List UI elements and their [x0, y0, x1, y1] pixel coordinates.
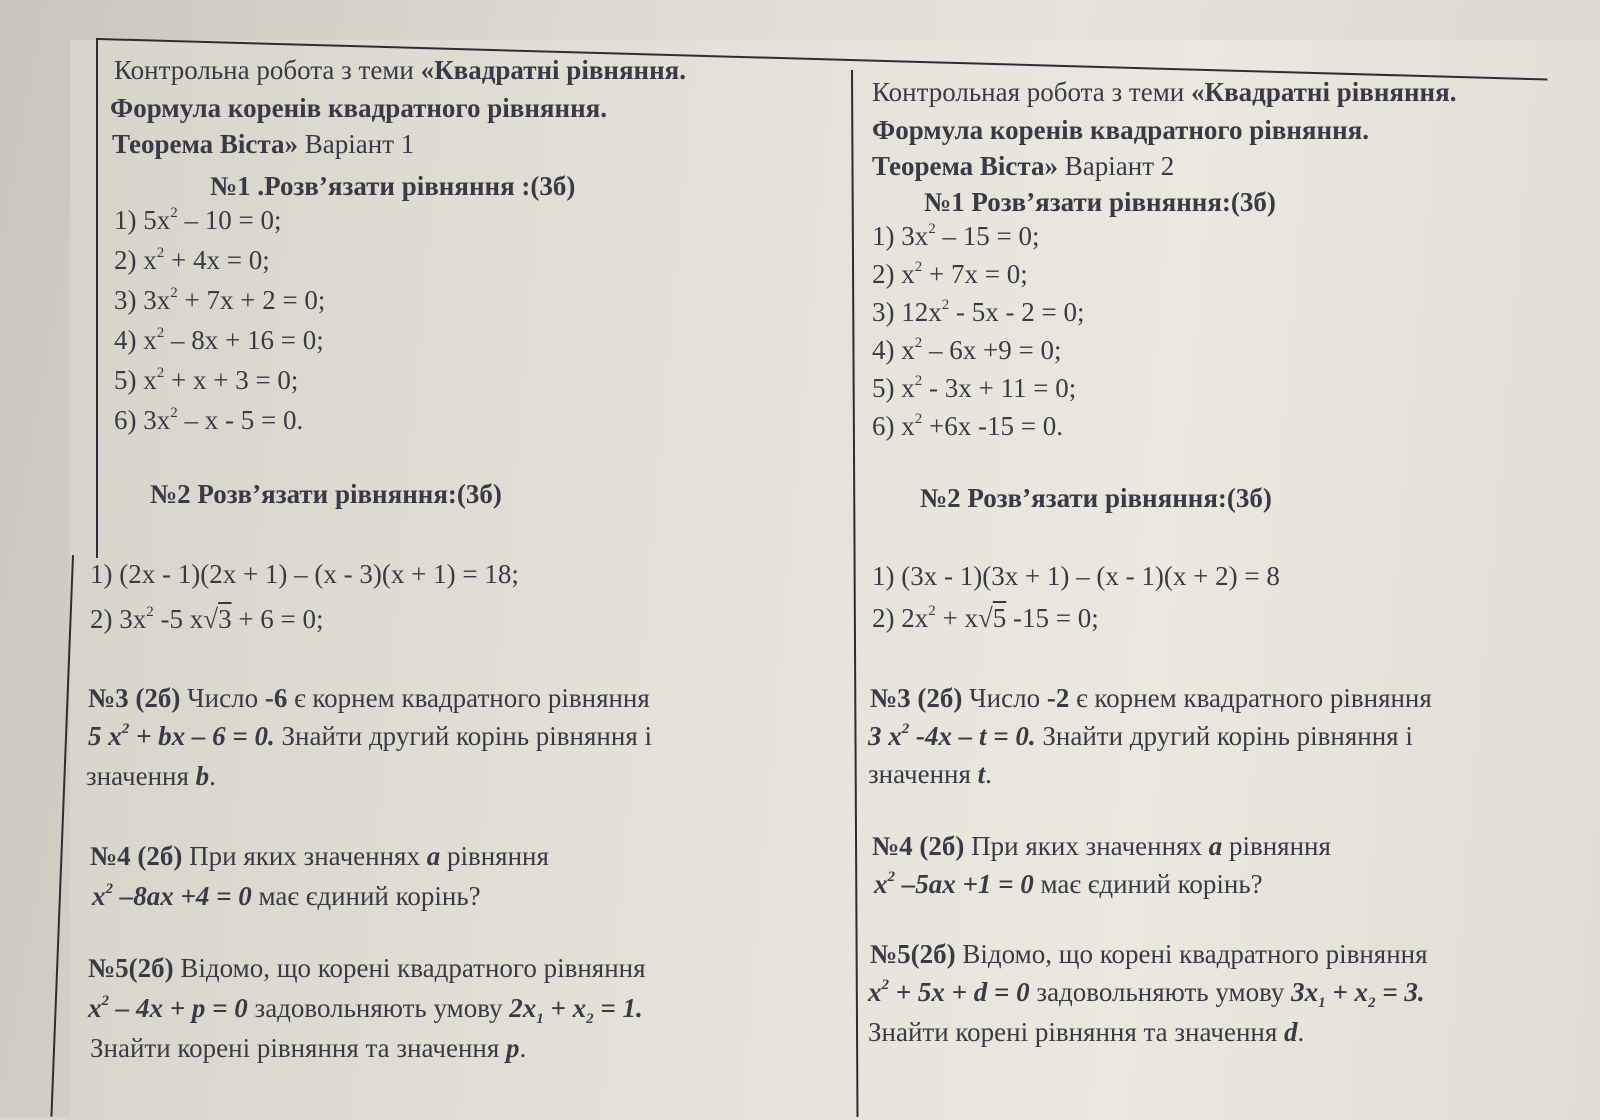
- item-number: 6): [872, 411, 895, 441]
- v1-task4-line-2: [92, 880, 481, 912]
- item-term: 3x: [143, 405, 171, 435]
- v2-task2-eq1: 1) (3x - 1)(3x + 1) – (x - 1)(x + 2) = 8: [872, 561, 1280, 591]
- item-term: 12x: [901, 297, 942, 327]
- item-number: 3): [114, 285, 137, 315]
- v1-title-text: Контрольна робота з теми: [114, 55, 421, 85]
- v1-variant-label: Варіант 1: [298, 129, 415, 159]
- item-number: 4): [872, 335, 895, 365]
- v1-task4-text3: має єдиний корінь?: [251, 881, 481, 911]
- v2-task5-cond-sub1: 1: [1318, 995, 1326, 1011]
- v2-theorem: Теорема Віста»: [872, 151, 1059, 181]
- v2-task4-line-1: [872, 830, 1331, 862]
- item-rest: + x + 3 = 0;: [164, 365, 299, 395]
- v2-task3-num: -2: [1046, 683, 1070, 713]
- item-rest: + 4x = 0;: [164, 245, 270, 275]
- item-exponent: 2: [156, 325, 165, 341]
- v2-task5-cond: 3x: [1291, 977, 1319, 1007]
- item-term: x: [901, 411, 915, 441]
- v1-task5-cond-sub2: 2: [586, 1011, 594, 1027]
- item-number: 6): [114, 405, 137, 435]
- v2-task5-eq-pre: x: [868, 977, 882, 1007]
- v1-task4-eq-pre: x: [92, 881, 106, 911]
- v2-task5-text2: задовольняють умову: [1029, 977, 1292, 1007]
- v2-task5-line-2: [868, 976, 1425, 1011]
- v1-task5-cond-mid: + x: [543, 993, 587, 1023]
- v2-title-line-3: [872, 150, 1174, 182]
- item-number: 4): [114, 325, 137, 355]
- v1-task3-text3: Знайти другий корінь рівняння і: [274, 721, 652, 751]
- v1-task4-eq-exp: 2: [105, 881, 113, 897]
- v1-task5-var: p: [506, 1033, 520, 1063]
- v2-task5-eq-post: + 5x + d = 0: [889, 977, 1030, 1007]
- item-exponent: 2: [914, 411, 923, 427]
- v1-task2-eq2-radicand: 3: [218, 604, 232, 634]
- item-exponent: 2: [156, 245, 165, 261]
- v1-task3-text1: Число: [180, 683, 265, 713]
- v2-task5-head: №5(2б): [870, 939, 956, 969]
- v1-task2-eq2: [90, 603, 324, 635]
- item-rest: +6x -15 = 0.: [922, 411, 1063, 441]
- item-term: x: [901, 259, 915, 289]
- v2-task3-text4: значення: [868, 759, 978, 789]
- v2-task4-head: №4 (2б): [872, 831, 965, 861]
- item-number: 3): [872, 297, 895, 327]
- v2-task2-header: №2 Розв’язати рівняння:(3б): [920, 483, 1272, 513]
- v1-task5-eq-exp: 2: [101, 993, 109, 1009]
- v1-task3-line-1: [88, 682, 650, 714]
- v1-task1-header: №1 .Розв’язати рівняння :(3б): [210, 171, 576, 201]
- v2-task5-cond-mid: + x: [1325, 977, 1369, 1007]
- item-number: 1): [872, 221, 895, 251]
- v1-task1-item: [114, 364, 298, 396]
- v2-task3-dot: .: [985, 759, 992, 789]
- item-term: x: [143, 365, 157, 395]
- v1-task4-line-1: [90, 840, 549, 872]
- v2-task3-head: №3 (2б): [870, 683, 963, 713]
- v1-task5-eq-post: – 4x + p = 0: [109, 993, 248, 1023]
- v2-task3-eq-exp: 2: [901, 721, 910, 737]
- v2-task2-eq2-mid: + x√: [935, 603, 993, 633]
- v1-task4-text1: При яких значеннях: [182, 841, 427, 871]
- v1-task2-eq2-mid: -5 x√: [153, 604, 219, 634]
- v1-task4-eq-post: –8ax +4 = 0: [113, 881, 252, 911]
- v2-task4-text2: рівняння: [1222, 831, 1331, 861]
- v1-task2-eq2-exp: 2: [146, 604, 154, 620]
- v2-title-bold: «Квадратні рівняння.: [1191, 77, 1457, 107]
- v1-task3-eq-exp: 2: [121, 721, 130, 737]
- v1-task2-eq1: 1) (2x - 1)(2x + 1) – (x - 3)(x + 1) = 18;: [90, 559, 519, 589]
- item-exponent: 2: [928, 221, 936, 237]
- v2-task5-cond-end: = 3.: [1375, 977, 1425, 1007]
- v1-task1-item: [114, 284, 325, 316]
- v2-task4-eq-post: –5ax +1 = 0: [895, 869, 1034, 899]
- v2-task5-line-3: [868, 1016, 1304, 1048]
- item-rest: + 7x + 2 = 0;: [177, 285, 326, 315]
- v2-task2-eq2: [872, 602, 1099, 634]
- v1-title-bold: «Квадратні рівняння.: [420, 55, 687, 85]
- v2-task5-dot: .: [1297, 1017, 1305, 1047]
- item-rest: - 3x + 11 = 0;: [922, 373, 1077, 403]
- v2-task1-item: [872, 372, 1076, 404]
- v2-task4-eq-pre: x: [874, 869, 888, 899]
- v2-task4-eq-exp: 2: [887, 869, 895, 885]
- v2-task1-item: [872, 296, 1084, 328]
- v2-task2-eq2-pre: 2) 2x: [872, 603, 929, 633]
- v2-task5-text1: Відомо, що корені квадратного рівняння: [955, 939, 1428, 969]
- item-exponent: 2: [914, 373, 923, 389]
- v1-task3-var: b: [195, 761, 210, 791]
- v1-task1-item: [114, 404, 303, 436]
- v2-task1-header: №1 Розв’язати рівняння:(3б): [924, 187, 1276, 217]
- v2-task3-line-2: [868, 720, 1413, 752]
- v1-task3-head: №3 (2б): [88, 683, 181, 713]
- item-rest: – x - 5 = 0.: [177, 405, 304, 435]
- item-exponent: 2: [941, 297, 950, 313]
- v1-task5-line-1: [88, 952, 646, 984]
- v2-task3-text2: є корнем квадратного рівняння: [1069, 683, 1432, 713]
- item-term: x: [901, 335, 915, 365]
- v2-task4-line-2: [874, 868, 1263, 900]
- item-term: x: [143, 325, 157, 355]
- v2-task4-text3: має єдиний корінь?: [1033, 869, 1263, 899]
- item-rest: – 10 = 0;: [177, 205, 282, 235]
- v1-task5-dot: .: [519, 1033, 527, 1063]
- v2-task2-eq2-post: -15 = 0;: [1006, 603, 1099, 633]
- v2-title-line-2: Формула коренів квадратного рівняння.: [872, 115, 1370, 145]
- v1-task5-eq-pre: x: [88, 993, 102, 1023]
- item-rest: – 8x + 16 = 0;: [164, 325, 324, 355]
- item-exponent: 2: [914, 335, 923, 351]
- v1-title-line-2: Формула коренів квадратного рівняння.: [110, 93, 608, 123]
- v1-task2-eq2-post: + 6 = 0;: [231, 604, 324, 634]
- item-term: 3x: [901, 221, 929, 251]
- item-rest: – 15 = 0;: [935, 221, 1040, 251]
- v1-task5-text1: Відомо, що корені квадратного рівняння: [173, 953, 646, 983]
- v2-task5-var: d: [1284, 1017, 1298, 1047]
- v2-task5-cond-sub2: 2: [1368, 995, 1376, 1011]
- item-exponent: 2: [156, 365, 165, 381]
- v2-task3-text1: Число: [962, 683, 1047, 713]
- v1-task4-head: №4 (2б): [90, 841, 183, 871]
- v1-task4-text2: рівняння: [440, 841, 549, 871]
- v2-task3-text3: Знайти другий корінь рівняння і: [1035, 721, 1413, 751]
- v1-task1-item: [114, 204, 281, 236]
- item-number: 2): [872, 259, 895, 289]
- v1-task5-cond-end: = 1.: [593, 993, 643, 1023]
- v1-theorem: Теорема Віста»: [112, 129, 299, 159]
- v1-task1-item: [114, 244, 270, 276]
- v2-task1-item: [872, 410, 1063, 442]
- item-rest: - 5x - 2 = 0;: [949, 297, 1085, 327]
- v2-task3-eq-pre: 3 x: [868, 721, 902, 751]
- v1-task2-eq2-pre: 2) 3x: [90, 604, 147, 634]
- v1-task3-eq-pre: 5 x: [88, 721, 122, 751]
- v1-task3-num: -6: [264, 683, 288, 713]
- item-number: 2): [114, 245, 137, 275]
- v2-variant-label: Варіант 2: [1058, 151, 1175, 181]
- item-number: 5): [114, 365, 137, 395]
- v1-task5-cond: 2x: [509, 993, 537, 1023]
- v2-task3-eq-post: -4x – t = 0.: [909, 721, 1036, 751]
- v1-task5-line-3: [90, 1032, 526, 1064]
- v1-task3-text2: є корнем квадратного рівняння: [287, 683, 650, 713]
- item-term: 5x: [143, 205, 171, 235]
- v1-title-line-1: [114, 54, 686, 86]
- v2-task1-item: [872, 220, 1039, 252]
- v1-task4-var: a: [426, 841, 441, 871]
- item-term: 3x: [143, 285, 171, 315]
- item-exponent: 2: [170, 405, 178, 421]
- v2-task4-var: a: [1208, 831, 1223, 861]
- v2-task1-item: [872, 258, 1028, 290]
- table-left-border: [96, 38, 98, 558]
- v2-task5-text3: Знайти корені рівняння та значення: [868, 1017, 1285, 1047]
- v2-task1-item: [872, 334, 1061, 366]
- item-term: x: [901, 373, 915, 403]
- v1-task3-line-3: [86, 760, 216, 792]
- v2-title-text: Контрольная робота з теми: [872, 77, 1192, 107]
- v1-task3-line-2: [88, 720, 652, 752]
- v1-task5-head: №5(2б): [88, 953, 174, 983]
- item-exponent: 2: [170, 205, 178, 221]
- v2-task3-line-3: [868, 758, 992, 790]
- v2-task4-text1: При яких значеннях: [964, 831, 1209, 861]
- v1-task3-eq-post: + bx – 6 = 0.: [129, 721, 275, 751]
- v1-title-line-3: [112, 128, 414, 160]
- v1-task1-item: [114, 324, 324, 356]
- v1-task5-line-2: [88, 992, 643, 1027]
- item-rest: + 7x = 0;: [922, 259, 1028, 289]
- v1-task3-text4: значення: [86, 761, 196, 791]
- v2-task2-eq2-radicand: 5: [992, 603, 1007, 633]
- v2-task2-eq2-exp: 2: [928, 603, 936, 619]
- v1-task5-cond-sub1: 1: [536, 1011, 544, 1027]
- item-exponent: 2: [914, 259, 923, 275]
- item-rest: – 6x +9 = 0;: [922, 335, 1062, 365]
- item-number: 5): [872, 373, 895, 403]
- v2-task5-line-1: [870, 938, 1428, 970]
- v1-task5-text3: Знайти корені рівняння та значення: [90, 1033, 507, 1063]
- v1-task3-dot: .: [209, 761, 216, 791]
- v2-task3-line-1: [870, 682, 1432, 714]
- item-number: 1): [114, 205, 137, 235]
- v2-title-line-1: [872, 76, 1456, 108]
- item-exponent: 2: [170, 285, 178, 301]
- v2-task5-eq-exp: 2: [881, 977, 889, 993]
- v2-task3-var: t: [977, 759, 986, 789]
- item-term: x: [143, 245, 157, 275]
- v1-task2-header: №2 Розв’язати рівняння:(3б): [150, 479, 502, 509]
- v1-task5-text2: задовольняють умову: [247, 993, 510, 1023]
